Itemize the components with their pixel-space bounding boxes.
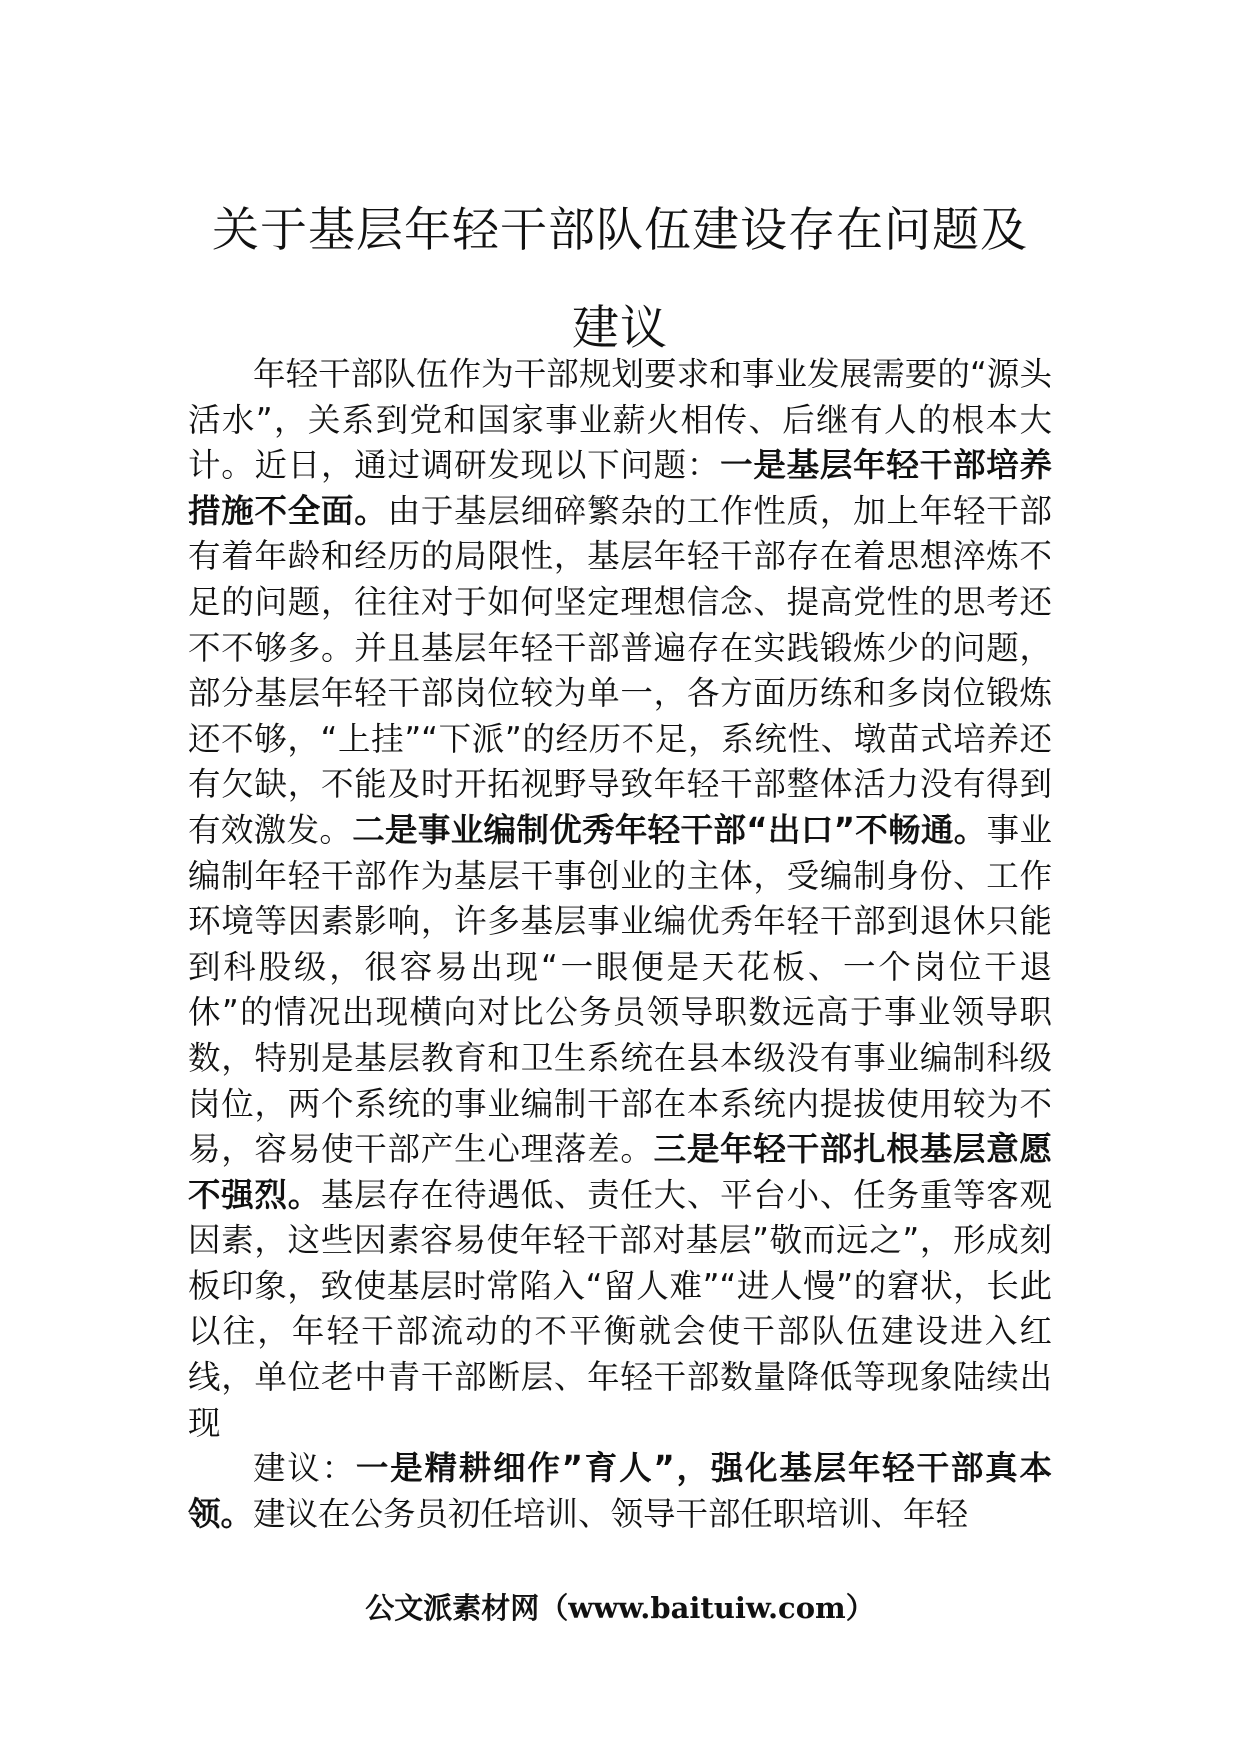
paragraph-text: 建议在公务员初任培训、领导干部任职培训、年轻	[253, 1494, 969, 1533]
bold-heading-text: 二是事业编制优秀年轻干部“出口”不畅通。	[352, 810, 987, 849]
paragraph-text: 基层存在待遇低、责任大、平台小、任务重等客观因素，这些因素容易使年轻干部对基层”敬而远之”，形成刻板印象，致使基层时常陷入“留人难”“进人慢”的窘状，长此以往，年轻干部流动的不平衡就会使干部队伍建设进入红线，单位老中青干部断层、年轻干部数量降低等现象陆续出现	[188, 1175, 1052, 1442]
bold-heading-text: 一是精耕细作”育人”，强化基层年轻干部真本领。	[188, 1449, 1052, 1533]
paragraph-text: 由于基层细碎繁杂的工作性质，加上年轻干部有着年龄和经历的局限性，基层年轻干部存在着思想淬炼不足的问题，往往对于如何坚定理想信念、提高党性的思考还不不够多。并且基层年轻干部普遍存在实践锻炼少的问题，部分基层年轻干部岗位较为单一，各方面历练和多岗位锻炼还不够，“上挂”“下派”的经历不足，系统性、墩苗式培养还有欠缺，不能及时开拓视野导致年轻干部整体活力没有得到有效激发。	[188, 491, 1052, 849]
body-paragraph	[188, 1446, 1052, 1537]
source-footer: 公文派素材网（www.baituiw.com）	[365, 1591, 875, 1625]
document-body	[188, 352, 1052, 1537]
document-title: 关于基层年轻干部队伍建设存在问题及建议	[212, 203, 1028, 356]
paragraph-text: 建议：	[253, 1449, 356, 1488]
bold-heading-text: 三是年轻干部扎根基层意愿不强烈。	[188, 1130, 1052, 1214]
body-paragraph	[188, 352, 1052, 1446]
paragraph-text: 年轻干部队伍作为干部规划要求和事业发展需要的“源头活水”，关系到党和国家事业薪火相传、后继有人的根本大计。近日，通过调研发现以下问题：	[188, 355, 1052, 485]
bold-heading-text: 一是基层年轻干部培养措施不全面。	[188, 446, 1052, 530]
paragraph-text: 事业编制年轻干部作为基层干事创业的主体，受编制身份、工作环境等因素影响，许多基层事业编优秀年轻干部到退休只能到科股级，很容易出现“一眼便是天花板、一个岗位干退休”的情况出现横向对比公务员领导职数远高于事业领导职数，特别是基层教育和卫生系统在县本级没有事业编制科级岗位，两个系统的事业编制干部在本系统内提拔使用较为不易，容易使干部产生心理落差。	[188, 810, 1052, 1169]
